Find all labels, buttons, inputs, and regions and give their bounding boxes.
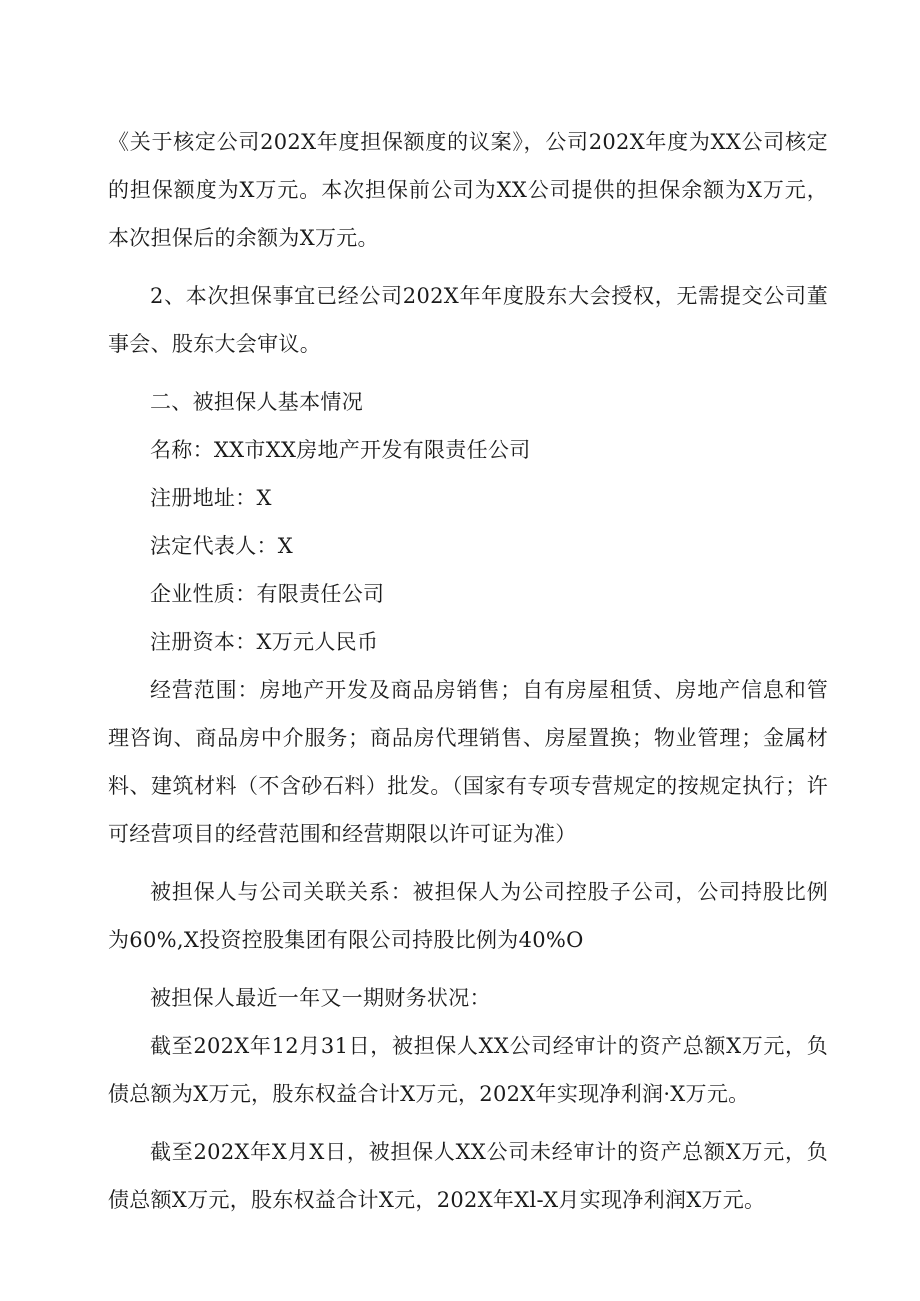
field-legal-representative: 法定代表人：X	[150, 534, 294, 558]
field-business-scope: 经营范围：房地产开发及商品房销售；自有房屋租赁、房地产信息和管理咨询、商品房中介服务；商品房代理销售、房屋置换；物业管理；金属材料、建筑材料（不含砂石料）批发。（国家有专项专营规定的按规定执行；许可经营项目的经营范围和经营期限以许可证为准）	[108, 678, 828, 846]
paragraph-relationship: 被担保人与公司关联关系：被担保人为公司控股子公司，公司持股比例为60%,X投资控股集团有限公司持股比例为40%O	[108, 880, 828, 952]
paragraph-guarantee-quota: 《关于核定公司202X年度担保额度的议案》，公司202X年度为XX公司核定的担保额度为X万元。本次担保前公司为XX公司提供的担保余额为X万元，本次担保后的余额为X万元。	[108, 130, 828, 250]
paragraph-financial-audited: 截至202X年12月31日，被担保人XX公司经审计的资产总额X万元，负债总额为X万元，股东权益合计X万元，202X年实现净利润·X万元。	[108, 1034, 828, 1106]
field-registered-address: 注册地址：X	[150, 486, 272, 510]
document-body	[108, 118, 828, 1234]
paragraph-financial-unaudited: 截至202X年X月X日，被担保人XX公司未经审计的资产总额X万元，负债总额X万元，股东权益合计X元，202X年Xl-X月实现净利润X万元。	[108, 1140, 828, 1212]
paragraph-authorization: 2、本次担保事宜已经公司202X年年度股东大会授权，无需提交公司董事会、股东大会审议。	[108, 284, 828, 356]
field-enterprise-type: 企业性质：有限责任公司	[150, 582, 385, 606]
field-registered-capital: 注册资本：X万元人民币	[150, 630, 379, 654]
field-company-name: 名称：XX市XX房地产开发有限责任公司	[150, 438, 531, 462]
paragraph-financial-heading: 被担保人最近一年又一期财务状况：	[150, 986, 491, 1010]
section-heading-guaranteed-party: 二、被担保人基本情况	[150, 390, 363, 414]
